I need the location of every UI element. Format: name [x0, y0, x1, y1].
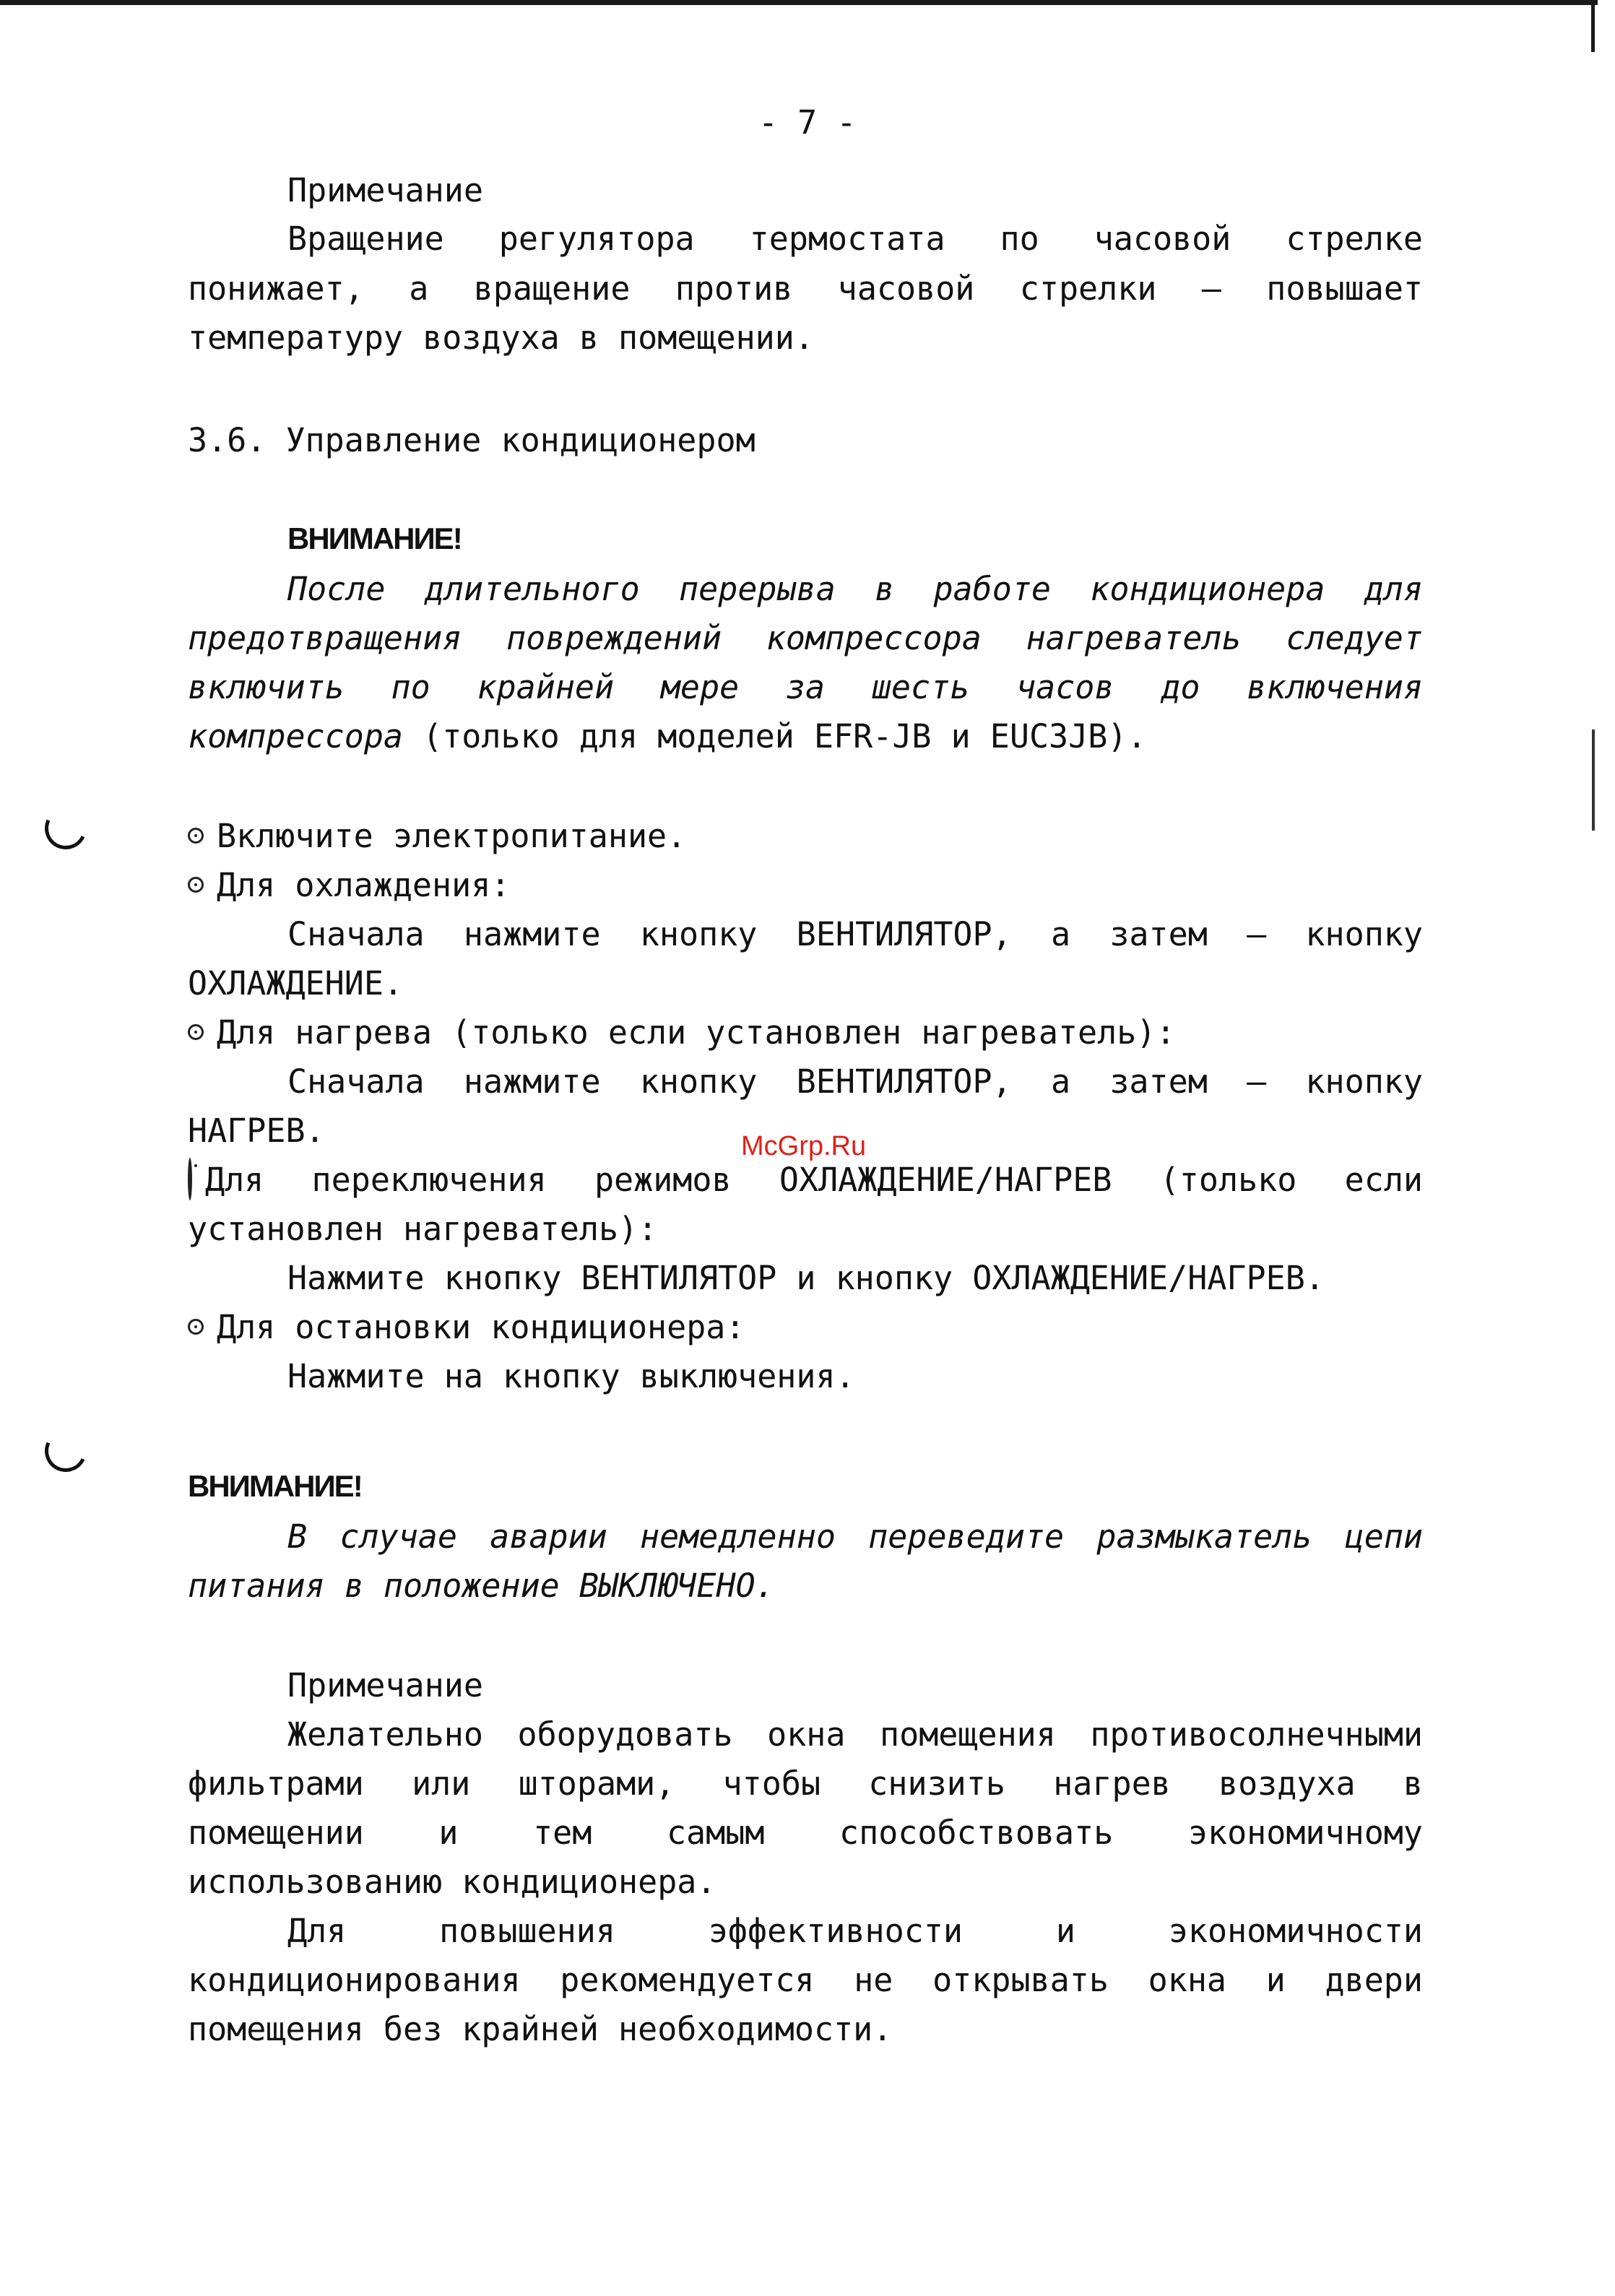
warning1-last-normal: (только для моделей EFR-JB и EUC3JB). — [403, 717, 1147, 755]
warning1-last-line — [188, 712, 1147, 761]
note1-heading: Примечание — [287, 171, 483, 209]
note1-line: температуру воздуха в помещении. — [188, 319, 814, 357]
margin-pen-mark — [39, 1424, 92, 1478]
note2-line: помещении и тем самым способствовать экономичному — [188, 1814, 1423, 1852]
step-text: Включите электропитание. — [217, 817, 687, 855]
note2-line: кондиционирования рекомендуется не открывать окна и двери — [188, 1961, 1423, 1999]
step-text: Для остановки кондиционера: — [217, 1308, 745, 1346]
note2-line: фильтрами или шторами, чтобы снизить нагрев воздуха в — [188, 1764, 1423, 1803]
note1-line: понижает, а вращение против часовой стрелки – повышает — [188, 269, 1423, 308]
warning2-line: питания в положение ВЫКЛЮЧЕНО. — [188, 1567, 775, 1605]
bullet-icon — [188, 1024, 204, 1040]
note2-line: Желательно оборудовать окна помещения противосолнечными — [287, 1715, 1423, 1754]
bullet-icon — [188, 1319, 204, 1335]
step-text: Для переключения режимов ОХЛАЖДЕНИЕ/НАГРЕВ (только если — [205, 1161, 1423, 1199]
note2-line: Для повышения эффективности и экономичности — [287, 1912, 1423, 1950]
warning1-last-italic: компрессора — [188, 717, 404, 755]
step-text: Для охлаждения: — [217, 866, 511, 904]
step-switch-line: Нажмите кнопку ВЕНТИЛЯТОР и кнопку ОХЛАЖДЕНИЕ/НАГРЕВ. — [287, 1259, 1325, 1297]
step-heating-line: НАГРЕВ. — [188, 1112, 325, 1150]
note2-line: помещения без крайней необходимости. — [188, 2010, 893, 2048]
warning1-line: включить по крайней мере за шесть часов до включения — [188, 668, 1423, 706]
step-stop-line: Нажмите на кнопку выключения. — [287, 1357, 855, 1395]
scan-top-border — [0, 0, 1598, 5]
step-cooling-line: Сначала нажмите кнопку ВЕНТИЛЯТОР, а затем – кнопку — [287, 915, 1423, 953]
scan-right-border — [1591, 0, 1595, 52]
step-heating — [188, 1008, 1176, 1057]
bullet-icon — [188, 877, 204, 893]
step-switch-line: установлен нагреватель): — [188, 1210, 658, 1248]
note1-line: Вращение регулятора термостата по часовой стрелке — [287, 220, 1423, 258]
step-stop — [188, 1303, 745, 1352]
bullet-icon — [188, 1158, 192, 1200]
step-cooling-line: ОХЛАЖДЕНИЕ. — [188, 964, 404, 1002]
warning1-heading: ВНИМАНИЕ! — [287, 521, 462, 555]
page-number: - 7 - — [758, 103, 857, 142]
scan-right-mark — [1592, 729, 1595, 831]
step-power-on — [188, 812, 686, 861]
step-cooling — [188, 861, 510, 910]
step-switch — [188, 1156, 1423, 1207]
warning2-heading: ВНИМАНИЕ! — [188, 1469, 362, 1503]
warning1-line: предотвращения повреждений компрессора нагреватель следует — [188, 619, 1423, 657]
bullet-icon — [188, 828, 204, 844]
watermark-text: McGrp.Ru — [741, 1131, 867, 1161]
margin-pen-mark — [39, 802, 92, 855]
note2-heading: Примечание — [287, 1666, 483, 1704]
step-heating-line: Сначала нажмите кнопку ВЕНТИЛЯТОР, а затем – кнопку — [287, 1062, 1423, 1101]
note2-line: использованию кондиционера. — [188, 1863, 716, 1901]
step-text: Для нагрева (только если установлен нагреватель): — [217, 1013, 1176, 1052]
warning2-line: В случае аварии немедленно переведите размыкатель цепи — [287, 1517, 1423, 1556]
section-heading: 3.6. Управление кондиционером — [188, 421, 755, 459]
warning1-line: После длительного перерыва в работе кондиционера для — [287, 570, 1423, 608]
